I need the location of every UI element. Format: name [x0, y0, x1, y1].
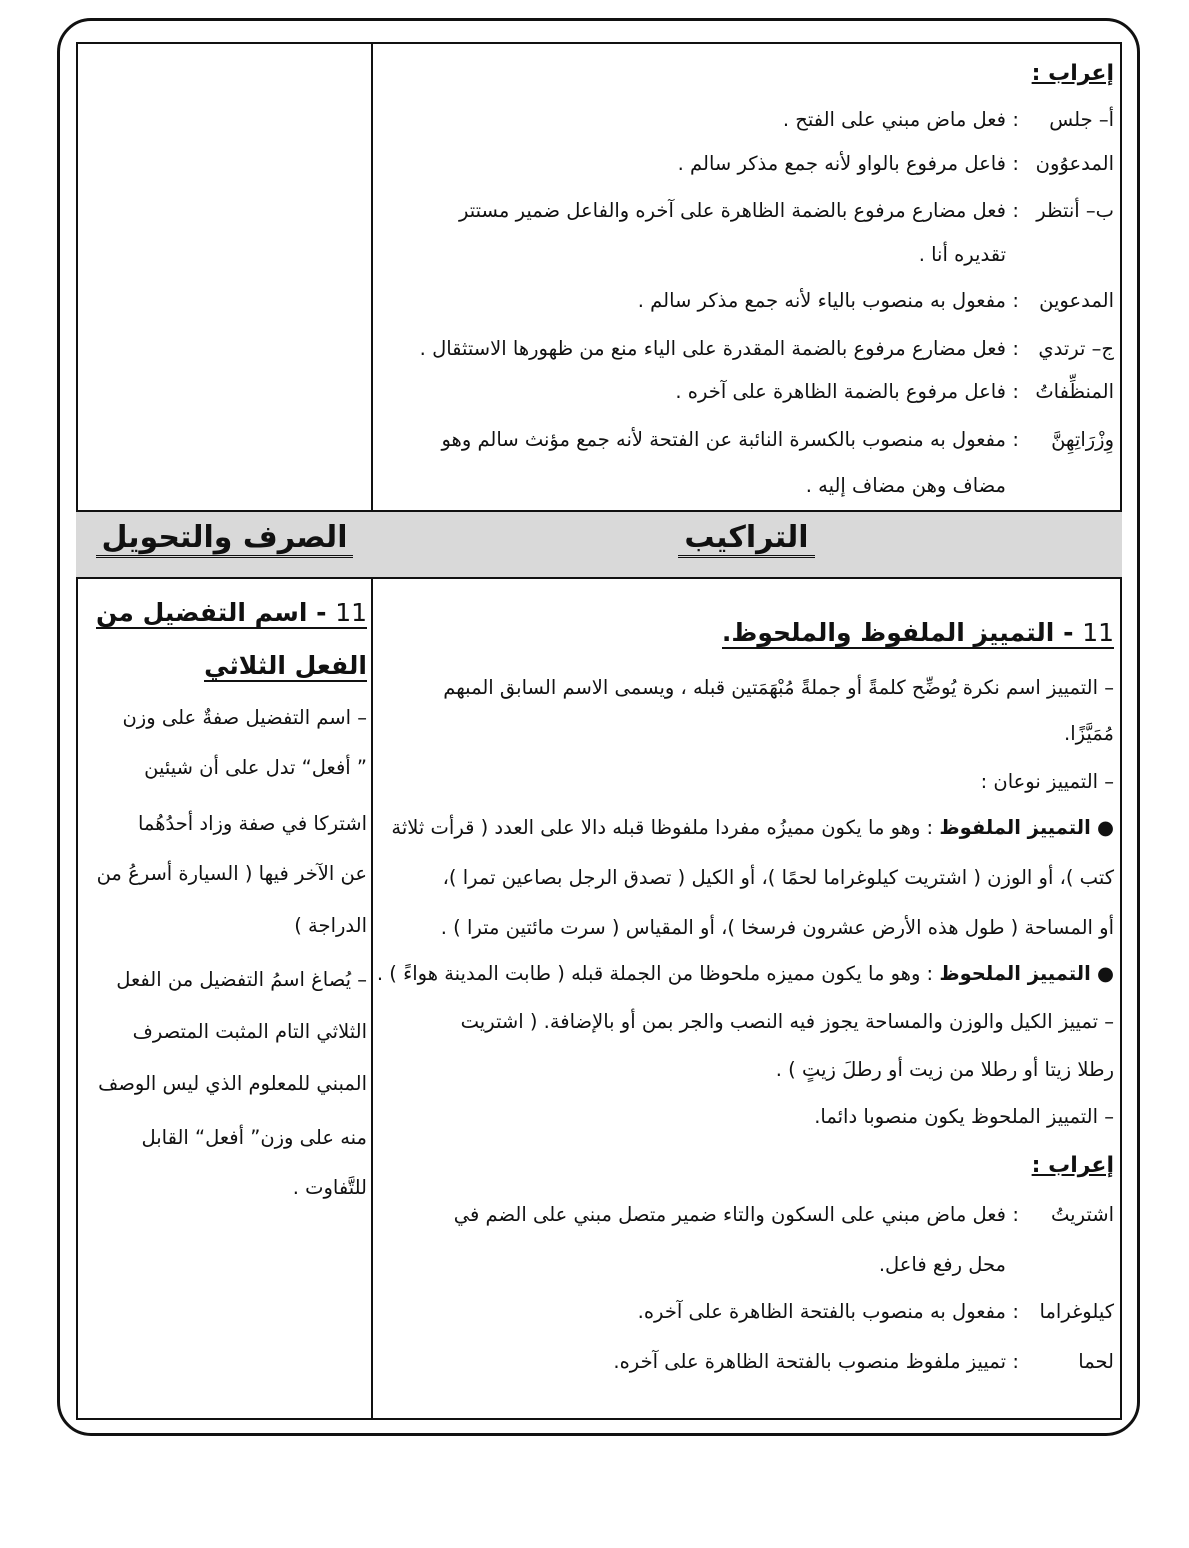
malhuz-line: ● التمييز الملحوظ : وهو ما يكون مميزه ملحوظا من الجملة قبله ( طابت المدينة هواءً ) . — [376, 962, 1114, 985]
lesson-title: 11 - التمييز الملفوظ والملحوظ. — [721, 618, 1114, 647]
sarf-line: – اسم التفضيل صفةٌ على وزن — [122, 706, 367, 729]
sarf-title: 11 - اسم التفضيل من — [95, 598, 367, 627]
i3rab-heading: إعراب : — [1031, 61, 1114, 86]
rule-line: – التمييز الملحوظ يكون منصوبا دائما. — [814, 1105, 1114, 1128]
sarf-line: الثلاثي التام المثبت المتصرف — [132, 1020, 367, 1043]
sarf-title: الفعل الثلاثي — [204, 651, 367, 680]
definition-line: – التمييز اسم نكرة يُوضِّح كلمةً أو جملةً مُبْهَمَتين قبله ، ويسمى الاسم السابق المبهم — [443, 676, 1114, 699]
rule-line: – تمييز الكيل والوزن والمساحة يجوز فيه النصب والجر بمن أو بالإضافة. ( اشتريت — [460, 1010, 1114, 1033]
sarf-line: منه على وزن” أفعل“ القابل — [141, 1126, 367, 1149]
sarf-line: ” أفعل“ تدل على أن شيئين — [144, 756, 367, 779]
sarf-line: للتَّفاوت . — [292, 1176, 367, 1199]
sarf-line: الدراجة ) — [294, 914, 367, 937]
types-line: – التمييز نوعان : — [980, 770, 1114, 793]
definition-line: مُمَيَّزًا. — [1064, 722, 1114, 745]
tarakib-header: التراكيب — [373, 520, 1120, 555]
i3rab-heading: إعراب : — [1031, 1153, 1114, 1178]
sarf-line: عن الآخر فيها ( السيارة أسرعُ من — [96, 862, 367, 885]
sarf-header: الصرف والتحويل — [78, 520, 371, 555]
rule-line: رطلا زيتا أو رطلا من زيت أو رطلَ زيتٍ ) . — [775, 1058, 1114, 1081]
malfuz-line: كتب )، أو الوزن ( اشتريت كيلوغراما لحمًا )، أو الكيل ( تصدق الرجل بصاعين تمرا )، — [442, 866, 1114, 889]
column-divider — [371, 42, 373, 1420]
malfuz-line: أو المساحة ( طول هذه الأرض عشرون فرسخا )، أو المقياس ( سرت مائتين مترا ) . — [440, 916, 1114, 939]
sarf-line: – يُصاغ اسمُ التفضيل من الفعل — [116, 968, 367, 991]
sarf-line: المبني للمعلوم الذي ليس الوصف — [98, 1072, 367, 1095]
sarf-line: اشتركا في صفة وزاد أحدُهُما — [137, 812, 367, 835]
malfuz-line: ● التمييز الملفوظ : وهو ما يكون مميزُه مفردا ملفوظا قبله دالا على العدد ( قرأت ثلاثة — [391, 816, 1114, 839]
